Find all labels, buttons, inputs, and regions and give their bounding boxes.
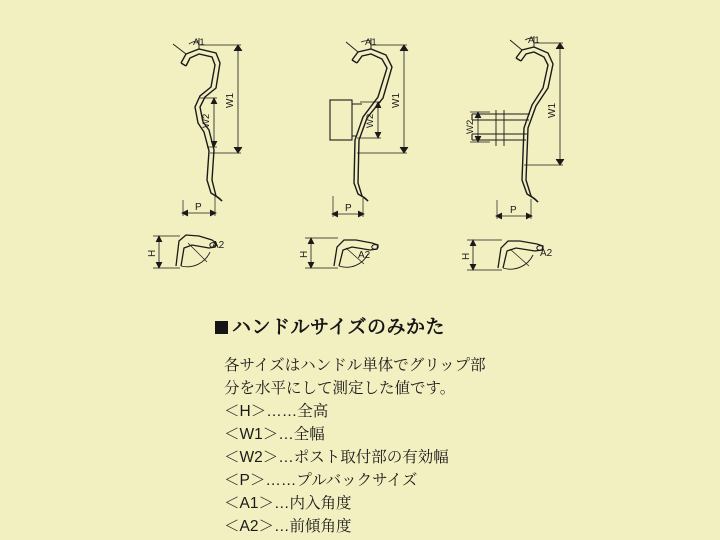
label-a2-2: A2 xyxy=(358,250,371,261)
label-a1-2: A1 xyxy=(365,37,377,48)
label-w2-2: W2 xyxy=(365,113,376,128)
label-p-3: P xyxy=(510,205,517,216)
legend-panel xyxy=(215,312,685,539)
diagram-handlebar-type-3 xyxy=(461,35,564,270)
label-h-2: H xyxy=(299,250,310,258)
label-w1-3: W1 xyxy=(547,103,558,118)
legend-definition-h: ＜H＞……全高 xyxy=(224,403,329,420)
legend-definition-w2: ＜W2＞…ポスト取付部の有効幅 xyxy=(224,449,449,466)
label-w2-3: W2 xyxy=(465,119,476,134)
label-w1-1: W1 xyxy=(225,93,236,108)
label-h-3: H xyxy=(461,252,472,260)
label-a1-3: A1 xyxy=(528,35,540,46)
legend-heading-text: ハンドルサイズのみかた xyxy=(232,317,445,338)
diagram-handlebar-type-2 xyxy=(299,37,408,268)
label-w2-1: W2 xyxy=(201,113,212,128)
legend-paragraph-line-1: 各サイズはハンドル単体でグリップ部 xyxy=(224,357,486,374)
legend-definition-a1: ＜A1＞…内入角度 xyxy=(224,495,352,512)
label-a1-1: A1 xyxy=(193,37,205,48)
label-h-1: H xyxy=(147,249,158,257)
legend-definition-p: ＜P＞……プルバックサイズ xyxy=(224,472,418,489)
diagram-handlebar-type-1 xyxy=(147,37,242,268)
label-a2-1: A2 xyxy=(212,240,225,251)
legend-definition-w1: ＜W1＞…全幅 xyxy=(224,426,325,443)
label-w1-2: W1 xyxy=(391,93,402,108)
legend-definition-a2: ＜A2＞…前傾角度 xyxy=(224,518,352,535)
legend-body xyxy=(224,355,685,538)
legend-heading-row xyxy=(215,312,685,339)
label-a2-3: A2 xyxy=(540,248,553,259)
label-p-2: P xyxy=(345,203,352,214)
label-p-1: P xyxy=(195,202,202,213)
square-bullet-icon xyxy=(215,321,228,334)
legend-paragraph-line-2: 分を水平にして測定した値です。 xyxy=(224,380,456,397)
